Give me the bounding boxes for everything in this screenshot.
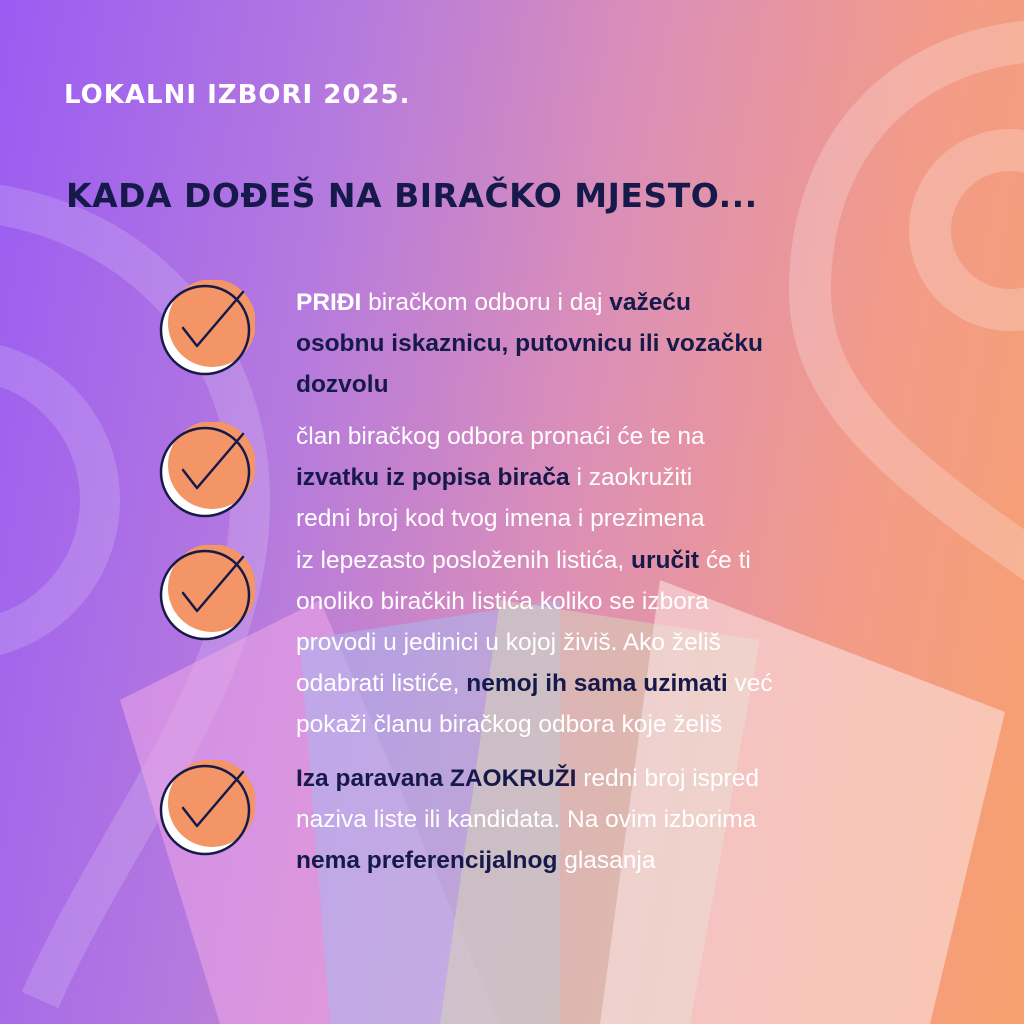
body-text: provodi u jedinici u kojoj živiš. Ako želiš (296, 629, 721, 656)
checkmark-circle-icon (155, 545, 255, 645)
step-text-line (296, 622, 916, 663)
page-title: KADA DOĐEŠ NA BIRAČKO MJESTO... (66, 176, 758, 215)
emphasis-text: osobnu iskaznicu, putovnicu ili vozačku (296, 330, 763, 357)
step-text-line (296, 282, 916, 323)
body-text: i zaokružiti (569, 464, 693, 491)
body-text: već (727, 670, 773, 697)
body-text: član biračkog odbora pronaći će te na (296, 423, 705, 450)
step-text-line (296, 581, 916, 622)
step-text-line (296, 758, 916, 799)
body-text: odabrati listiće, (296, 670, 467, 697)
emphasis-text: dozvolu (296, 371, 389, 398)
step-text-line (296, 799, 916, 840)
body-text: pokaži članu biračkog odbora koje želiš (296, 711, 723, 738)
step-text (296, 282, 916, 405)
step-text-line (296, 663, 916, 704)
body-text: glasanja (557, 847, 656, 874)
emphasis-text: nemoj ih sama uzimati (466, 670, 728, 697)
step-text (296, 758, 916, 881)
checkmark-circle-icon (155, 422, 255, 522)
emphasis-text: izvatku iz popisa birača (296, 464, 570, 491)
step-text (296, 416, 916, 539)
body-text: iz lepezasto posloženih listića, (296, 547, 632, 574)
emphasis-text: uručit (631, 547, 700, 574)
checkmark-circle-icon (155, 760, 255, 860)
body-text: biračkom odboru i daj (361, 289, 610, 316)
emphasis-text: nema preferencijalnog (296, 847, 558, 874)
step-text-line (296, 364, 916, 405)
body-text: redni broj ispred (576, 765, 759, 792)
step-text (296, 540, 916, 745)
step-text-line (296, 416, 916, 457)
checkmark-circle-icon (155, 280, 255, 380)
step-text-line (296, 457, 916, 498)
step-text-line (296, 498, 916, 539)
emphasis-text: važeću (609, 289, 691, 316)
emphasis-text: Iza paravana ZAOKRUŽI (296, 765, 577, 792)
step-text-line (296, 323, 916, 364)
body-text: naziva liste ili kandidata. Na ovim izborima (296, 806, 757, 833)
step-text-line (296, 840, 916, 881)
emphasis-text: PRIĐI (296, 289, 362, 316)
election-kicker: LOKALNI IZBORI 2025. (64, 80, 411, 110)
body-text: redni broj kod tvog imena i prezimena (296, 505, 705, 532)
body-text: onoliko biračkih listića koliko se izbora (296, 588, 709, 615)
step-text-line (296, 704, 916, 745)
step-text-line (296, 540, 916, 581)
body-text: će ti (699, 547, 751, 574)
